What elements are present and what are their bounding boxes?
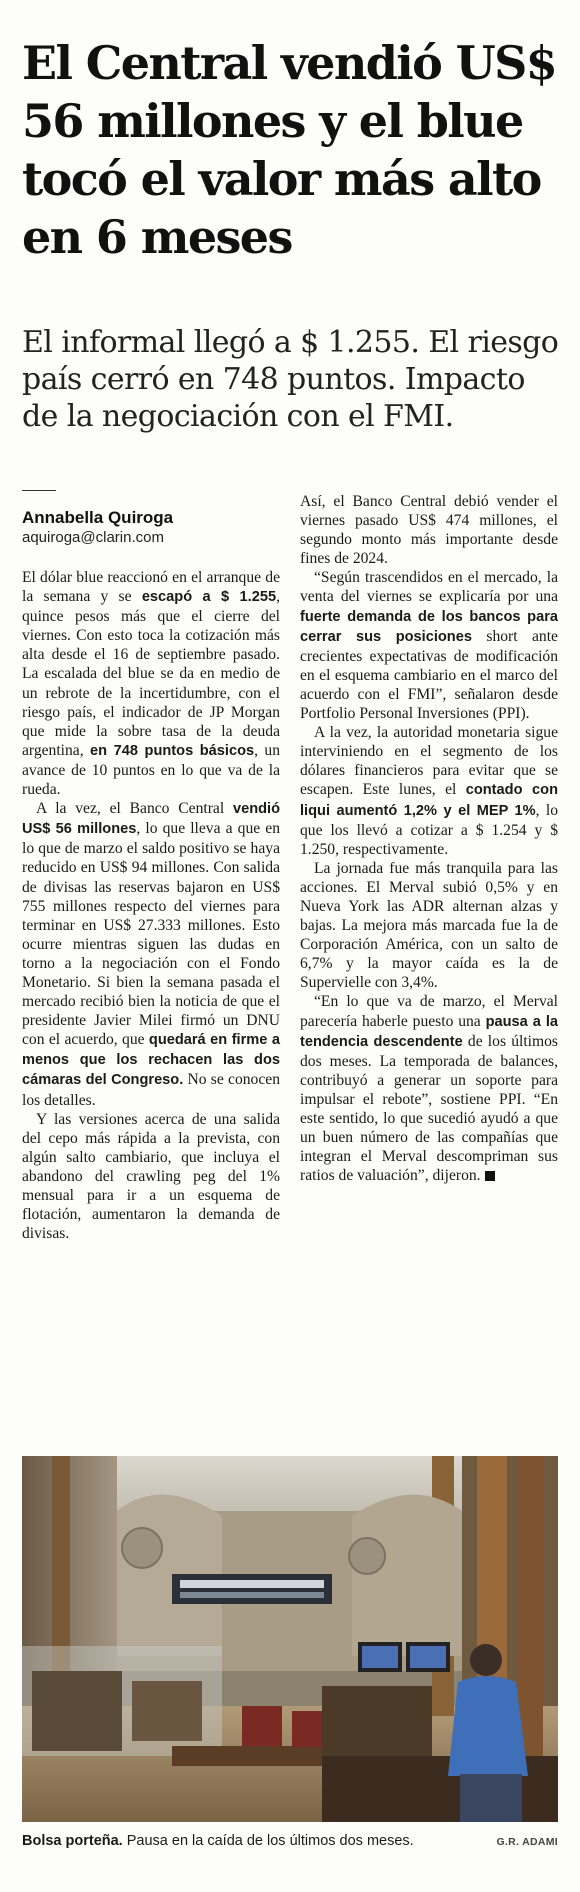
paragraph-7: La jornada fue más tranquila para las acciones. El Merval subió 0,5% y en Nueva York las ADR alternan alzas y bajas. La mejora más marcada fue la de Corporación América, con un salto de 6,7% y la mayor caída es la de Supervielle con 3,4%. xyxy=(300,859,558,992)
paragraph-3: Y las versiones acerca de una salida del cepo más rápida a la prevista, con algún salto cambiario, que incluya el abandono del crawling peg del 1% mensual para ir a un esquema de flotación, aumentaron la demanda de divisas. xyxy=(22,1110,280,1243)
byline-rule xyxy=(22,490,56,491)
caption-lead: Bolsa porteña. xyxy=(22,1833,123,1849)
subheadline: El informal llegó a $ 1.255. El riesgo país cerró en 748 puntos. Impacto de la negociación con el FMI. xyxy=(22,325,559,434)
author-email[interactable]: aquiroga@clarin.com xyxy=(22,529,164,546)
paragraph-8: “En lo que va de marzo, el Merval parecería haberle puesto una pausa a la tendencia descendente de los últimos dos meses. La temporada de balances, contribuyó a generar un soporte para impulsar el rebote”, sostiene PPI. “En este sentido, lo que sucedió ayudó a que un buen número de las compañías que integran el Merval descompriman sus ratios de valuación”, dijeron. xyxy=(300,993,559,1185)
article-body-left xyxy=(22,568,280,1243)
photo-credit: G.R. ADAMI xyxy=(496,1836,558,1848)
column-left xyxy=(22,490,280,1243)
paragraph-1: El dólar blue reaccionó en el arranque de la semana y se escapó a $ 1.255, quince pesos más que el cierre del viernes. Con esto toca la cotización más alta desde el 16 de septiembre pasado. La escalada del blue se da en medio de un rebrote de la incertidumbre, con el riesgo país, el indicador de JP Morgan que mide la sobre tasa de la deuda argentina, en 748 puntos básicos, un avance de 10 puntos en lo que va de la rueda. xyxy=(22,569,281,799)
paragraph-2: A la vez, el Banco Central vendió US$ 56 millones, lo que lleva a que en lo que de marzo el saldo positivo se haya reducido en US$ 94 millones. Con salida de divisas las reservas bajaron en US$ 755 millones respecto del viernes para terminar en US$ 27.333 millones. Esto ocurre mientras siguen las dudas en torno a la negociación con el Fondo Monetario. Si bien la semana pasada el mercado recibió bien la noticia de que el presidente Javier Milei firmó un DNU con el acuerdo, que quedará en firme a menos que los rechacen las dos cámaras del Congreso. No se conocen los detalles. xyxy=(22,800,281,1109)
paragraph-6: A la vez, la autoridad monetaria sigue interviniendo en el segmento de los dólares financieros para evitar que se escapen. Este lunes, el contado con liqui aumentó 1,2% y el MEP 1%, lo que los llevó a cotizar a $ 1.254 y $ 1.250, respectivamente. xyxy=(300,724,558,858)
photo-caption xyxy=(22,1832,558,1850)
headline: El Central vendió US$ 56 millones y el blue tocó el valor más alto en 6 meses xyxy=(22,36,557,264)
paragraph-5: “Según trascendidos en el mercado, la venta del viernes se explicaría por una fuerte demanda de los bancos para cerrar sus posiciones short ante crecientes expectativas de modificación en el esquema cambiario en el marco del acuerdo con el FMI”, señalaron desde Portfolio Personal Inversiones (PPI). xyxy=(300,569,558,723)
end-of-article-mark xyxy=(485,1171,495,1181)
author-name: Annabella Quiroga xyxy=(22,508,174,527)
column-right xyxy=(300,492,558,1185)
caption-text: Pausa en la caída de los últimos dos meses. xyxy=(122,1833,414,1849)
article-body-right xyxy=(300,492,558,1185)
paragraph-4: Así, el Banco Central debió vender el viernes pasado US$ 474 millones, el segundo monto más importante desde fines de 2024. xyxy=(300,493,558,568)
stock-exchange-photo xyxy=(22,1456,558,1822)
